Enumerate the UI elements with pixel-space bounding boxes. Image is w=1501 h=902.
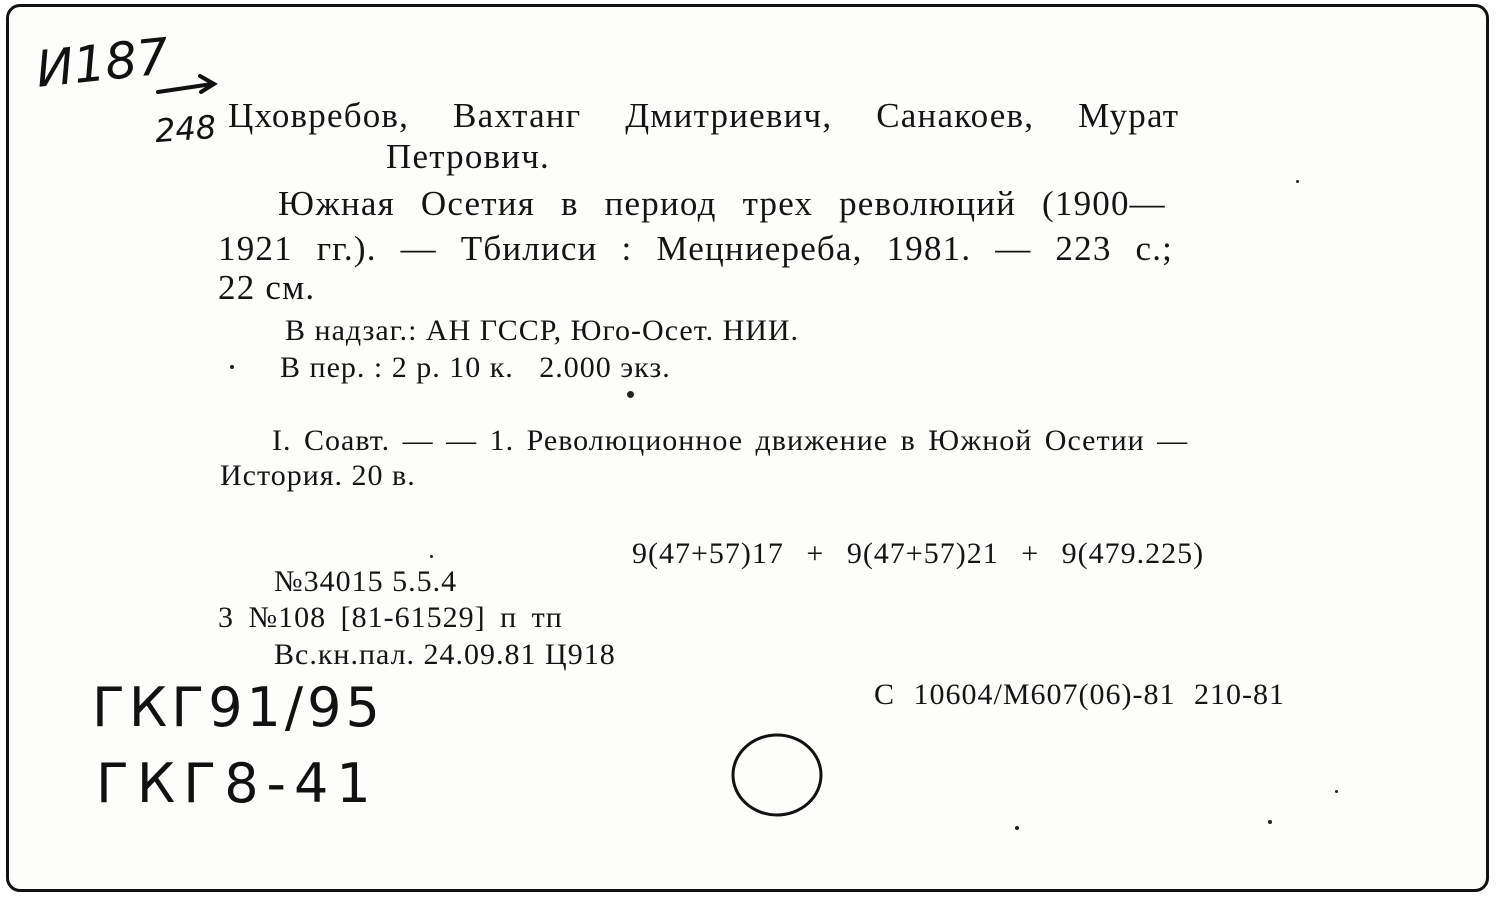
scan-speck xyxy=(627,391,634,398)
arrow-icon xyxy=(158,76,214,92)
authors-heading xyxy=(228,96,1390,136)
title-line-1: Южная Осетия в период трех революций (1900— xyxy=(278,184,1166,223)
note-price: В пер. : 2 р. 10 к. 2.000 экз. xyxy=(280,351,671,384)
scan-speck xyxy=(1015,826,1019,830)
call-number-sub-handwritten: 248 xyxy=(153,107,218,151)
registry-stamp: Вс.кн.пал. 24.09.81 Ц918 xyxy=(274,638,616,671)
note-publisher: В надзаг.: АН ГССР, Юго-Осет. НИИ. xyxy=(285,314,800,347)
publication-code: С 10604/М607(06)-81 210-81 xyxy=(874,678,1285,711)
handwritten-note-2: ГКГ8-41 xyxy=(96,752,379,815)
subject-line-2: История. 20 в. xyxy=(220,459,416,492)
scan-speck xyxy=(1268,820,1272,824)
inventory-number: №34015 5.5.4 xyxy=(274,565,458,598)
title-line-2: 1921 гг.). — Тбилиси : Мецниереба, 1981. — 223 с.; xyxy=(218,229,1174,268)
scan-speck xyxy=(430,555,433,558)
authors-heading-cont: Петрович. xyxy=(386,137,550,176)
classification-index: 9(47+57)17 + 9(47+57)21 + 9(479.225) xyxy=(632,537,1205,570)
handwritten-note-1: ГКГ91/95 xyxy=(92,676,384,739)
subject-line-1: I. Соавт. — — 1. Революционное движение в Южной Осетии — xyxy=(272,424,1189,457)
scan-speck xyxy=(230,365,234,369)
circle-mark-icon xyxy=(733,735,821,815)
scan-speck xyxy=(1335,790,1338,793)
title-line-3: 22 см. xyxy=(218,268,316,307)
call-number-handwritten: И187 xyxy=(33,27,172,99)
authors-heading-text: Цховребов, Вахтанг Дмитриевич, Санакоев, Мурат xyxy=(228,96,1180,135)
order-number: 3 №108 [81-61529] п тп xyxy=(218,601,563,634)
scan-speck xyxy=(1296,180,1299,183)
